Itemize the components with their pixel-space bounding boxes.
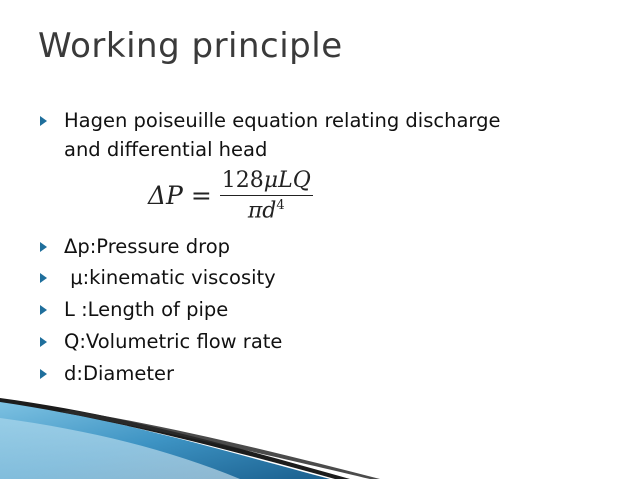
bullet-text: Hagen poiseuille equation relating discharge <box>64 109 501 132</box>
bullet-text: L :Length of pipe <box>64 298 229 321</box>
bullet-text-continuation: and differential head <box>64 138 268 161</box>
bullet-text: Δp:Pressure drop <box>64 235 231 258</box>
denominator-pi: π <box>247 198 263 224</box>
bullet-text: Q:Volumetric flow rate <box>64 330 283 353</box>
slide-title: Working principle <box>38 26 343 66</box>
numerator-variables: μLQ <box>263 168 311 193</box>
denominator-exponent: 4 <box>276 198 285 213</box>
bullet-text: μ:kinematic viscosity <box>64 266 276 289</box>
equation-lhs: ΔP = <box>148 181 212 211</box>
bullet-text: d:Diameter <box>64 362 174 385</box>
numerator-constant: 128 <box>221 168 264 193</box>
denominator-variable: d <box>262 198 277 224</box>
